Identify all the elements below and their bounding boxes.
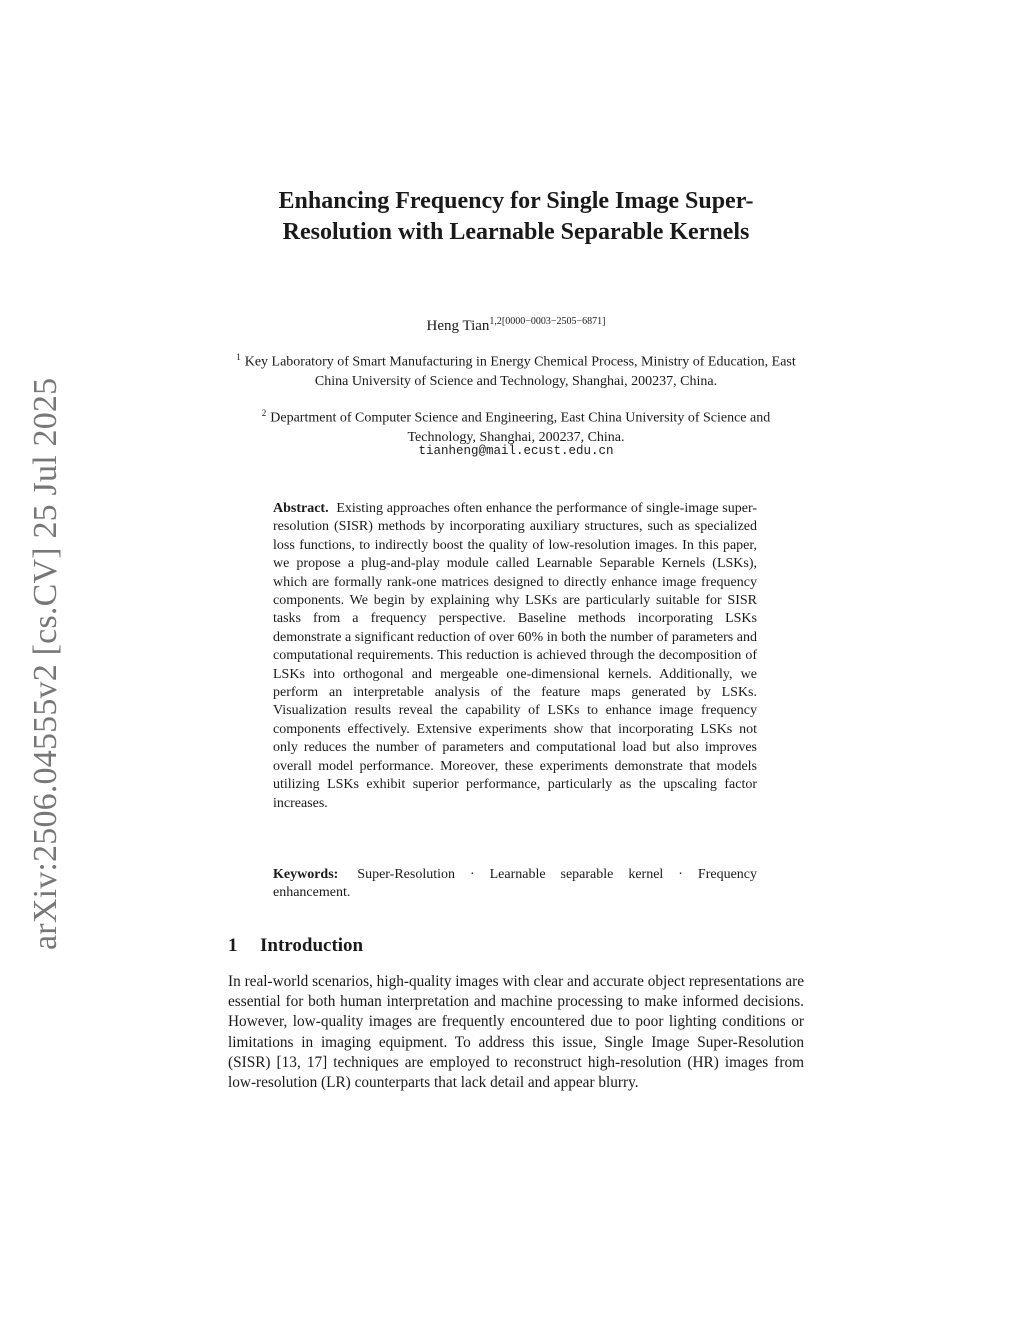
affiliation-2-marker: 2: [261, 408, 267, 418]
keywords-label: Keywords:: [273, 867, 339, 882]
abstract: [273, 500, 757, 813]
abstract-text: Existing approaches often enhance the performance of single-image super-resolution (SISR) methods by incorporating auxiliary structures, such as specialized loss functions, to indirectly boost the quality of low-resolution images. In this paper, we propose a plug-and-play module called Learnable Separable Kernels (LSKs), which are formally rank-one matrices designed to directly enhance image frequency components. We begin by explaining why LSKs are particularly suitable for SISR tasks from a frequency perspective. Baseline methods incorporating LSKs demonstrate a significant reduction of over 60% in both the number of parameters and computational requirements. This reduction is achieved through the decomposition of LSKs into orthogonal and mergeable one-dimensional kernels. Additionally, we perform an interpretable analysis of the feature maps generated by LSKs. Visualization results reveal the capability of LSKs to enhance image frequency components effectively. Extensive experiments show that incorporating LSKs not only reduces the number of parameters and computational load but also improves overall model performance. Moreover, these experiments demonstrate that models utilizing LSKs exhibit superior performance, particularly as the upscaling factor increases.: [273, 501, 757, 811]
affiliation-2: [228, 404, 804, 447]
affiliation-1-text: Key Laboratory of Smart Manufacturing in Energy Chemical Process, Ministry of Education, East China University of Science and Technology, Shanghai, 200237, China.: [244, 354, 796, 389]
affiliation-1-marker: 1: [236, 352, 241, 362]
keywords-text: Super-Resolution · Learnable separable kernel · Frequency enhancement.: [273, 867, 758, 901]
affiliation-1: [228, 348, 804, 391]
section-title: Introduction: [260, 935, 364, 956]
section-heading-introduction: [228, 934, 804, 958]
author-line: [228, 312, 804, 336]
author-email[interactable]: tianheng@mail.ecust.edu.cn: [418, 444, 614, 458]
affiliation-2-text: Department of Computer Science and Engineering, East China University of Science and Technology, Shanghai, 200237, China.: [270, 410, 771, 445]
paper-title: Enhancing Frequency for Single Image Super-Resolution with Learnable Separable Kernels: [278, 188, 754, 245]
arxiv-identifier: arXiv:2506.04555v2 [cs.CV] 25 Jul 2025: [27, 377, 64, 950]
author-name: Heng Tian: [426, 318, 490, 334]
keywords: [273, 866, 757, 903]
introduction-paragraph: In real-world scenarios, high-quality images with clear and accurate object representations are essential for both human interpretation and machine processing to make informed decisions. However, low-quality images are frequently encountered due to poor lighting conditions or limitations in imaging equipment. To address this issue, Single Image Super-Resolution (SISR) [13, 17] techniques are employed to reconstruct high-resolution (HR) images from low-resolution (LR) counterparts that lack detail and appear blurry.: [228, 973, 804, 1092]
arxiv-side-stamp: [24, 377, 68, 950]
author-superscript: 1,2[0000−0003−2505−6871]: [489, 316, 606, 327]
section-number: 1: [228, 935, 238, 956]
abstract-label: Abstract.: [273, 501, 329, 516]
